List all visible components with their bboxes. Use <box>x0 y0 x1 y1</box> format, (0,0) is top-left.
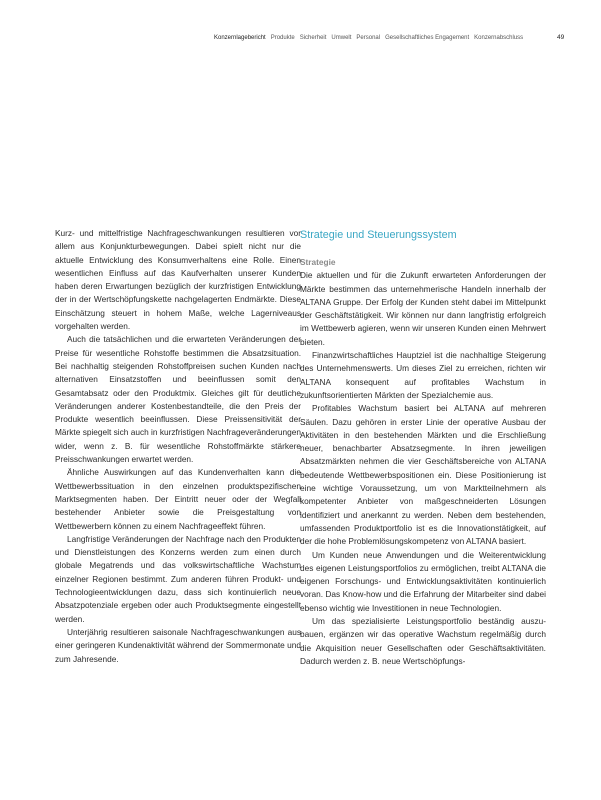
section-nav <box>214 33 523 43</box>
nav-item-sicherheit[interactable]: Sicherheit <box>299 35 327 41</box>
left-column <box>55 227 301 666</box>
paragraph: Profitables Wachstum basiert bei ALTANA auf mehreren Säulen. Dazu gehören in erster Linie der operative Ausbau der Aktivitäten in den bestehenden Märkten und die Erschließung neuer, benachbarter Absatzsegmente. In ihren jeweiligen Absatzmärkten nehmen die vier Geschäftsbereiche von ALTANA bedeutende Wettbewerbspositionen ein. Diese Positionierung ist eine wichtige Voraussetzung, um von Marktteilnehmern als kompetenter Anbieter von maßgeschneiderten Lösungen identifiziert und anerkannt zu werden. Neben dem bestehenden, umfassenden Produktportfolio ist es die Innovationstätigkeit, auf der die hohe Problemlösungskompetenz von ALTANA basiert. <box>300 403 546 547</box>
paragraph: Um Kunden neue Anwendungen und die Weiterentwicklung des eigenen Leistungsportfolios zu ermöglichen, treibt ALTANA die eigenen Forschungs- und Entwicklungsaktivitäten kontinuierlich voran. Das Know-how und die Erfahrung der Mitarbeiter sind dabei ebenso wichtig wie Investitionen in neue Technologien. <box>300 549 546 613</box>
nav-item-konzernlagebericht[interactable]: Konzernlagebericht <box>214 35 266 41</box>
nav-item-umwelt[interactable]: Umwelt <box>331 35 352 41</box>
nav-item-produkte[interactable]: Produkte <box>270 35 295 41</box>
nav-item-gesellschaftliches-engagement[interactable]: Gesellschaftliches Engagement <box>385 35 470 41</box>
section-title: Strategie und Steuerungssystem <box>300 229 457 241</box>
nav-item-personal[interactable]: Personal <box>356 35 381 41</box>
paragraph: Auch die tatsächlichen und die erwarteten Veränderungen der Preise für wesentliche Rohstoffe bestimmen die Absatzsituation. Bei nachhaltig steigenden Rohstoffpreisen suchen Kunden nach alternativen Einsatzstoffen und beeinflussen somit den Gesamtabsatz oder den Produktmix. Gleiches gilt für deutliche Veränderungen anderer Kostenbestandteile, die den Preis der Produkte wesentlich beeinflussen. Diese Preissensitivität der Märkte spiegelt sich auch in kurzfristigen Nachfrageveränderungen wider, wenn z. B. für wesentliche Rohstoffmärkte stärkere Preisschwankungen erwartet werden. <box>55 334 301 465</box>
paragraph: Finanzwirtschaftliches Hauptziel ist die nachhaltige Steigerung des Unternehmenswerts. Um dieses Ziel zu erreichen, richten wir ALTANA konsequent auf profitables Wachstum in zukunftsorientierten Märkten der Spezialchemie aus. <box>300 350 546 400</box>
page-number: 49 <box>557 34 565 41</box>
paragraph: Kurz- und mittelfristige Nachfrageschwankungen resultieren vor allem aus Konjunkturbewegungen. Dabei spielt nicht nur die aktuelle Entwicklung des Konsumverhaltens eine Rolle. Einen wesentlichen Einfluss auf das Kaufverhalten unserer Kunden haben deren Erwartungen bezüglich der kurzfristigen Entwicklung der in der Wertschöpfungskette nachgelagerten Endmärkte. Diese Einschätzung steuert in hohem Maße, welche Lagerniveaus vorgehalten werden. <box>55 228 301 332</box>
subheading: Strategie <box>300 257 336 267</box>
page-header <box>214 33 601 45</box>
right-column <box>300 227 546 668</box>
paragraph: Langfristige Veränderungen der Nachfrage nach den Produkten und Dienstleistungen des Konzerns werden zum einen durch globale Megatrends und das volkswirtschaftliche Wachstum einzelner Regionen bestimmt. Zum anderen führen Produkt- und Technologieentwicklungen dazu, dass sich kontinuierlich neue Absatzpotenziale ergeben oder auch Produktsegmente eingestellt werden. <box>55 533 301 624</box>
paragraph: Ähnliche Auswirkungen auf das Kundenverhalten kann die Wettbewerbssituation in den einzelnen produktspezifischen Marktsegmenten haben. Der Eintritt neuer oder der Wegfall bestehender Anbieter sowie die Preisgestaltung von Wettbewerbern können zu einem Nachfrageeffekt führen. <box>55 467 301 531</box>
nav-item-konzernabschluss[interactable]: Konzernabschluss <box>474 35 524 41</box>
paragraph: Unterjährig resultieren saisonale Nachfrageschwankungen aus einer geringeren Kundenaktivität während der Sommermonate und zum Jahresende. <box>55 626 301 664</box>
paragraph: Die aktuellen und für die Zukunft erwarteten Anforderungen der Märkte bestimmen das unternehmerische Handeln innerhalb der ALTANA Gruppe. Der Erfolg der Kunden steht dabei im Mittelpunkt der Geschäftstätigkeit. Wir können nur dann langfristig erfolgreich im Wettbewerb agieren, wenn wir unseren Kunden einen Mehrwert bieten. <box>300 270 546 347</box>
paragraph: Um das spezialisierte Leistungsportfolio beständig auszubauen, ergänzen wir das operative Wachstum regelmäßig durch die Akquisition neuer Gesellschaften oder Geschäftsaktivitäten. Dadurch werden z. B. neue Wertschöpfungs- <box>300 616 546 666</box>
